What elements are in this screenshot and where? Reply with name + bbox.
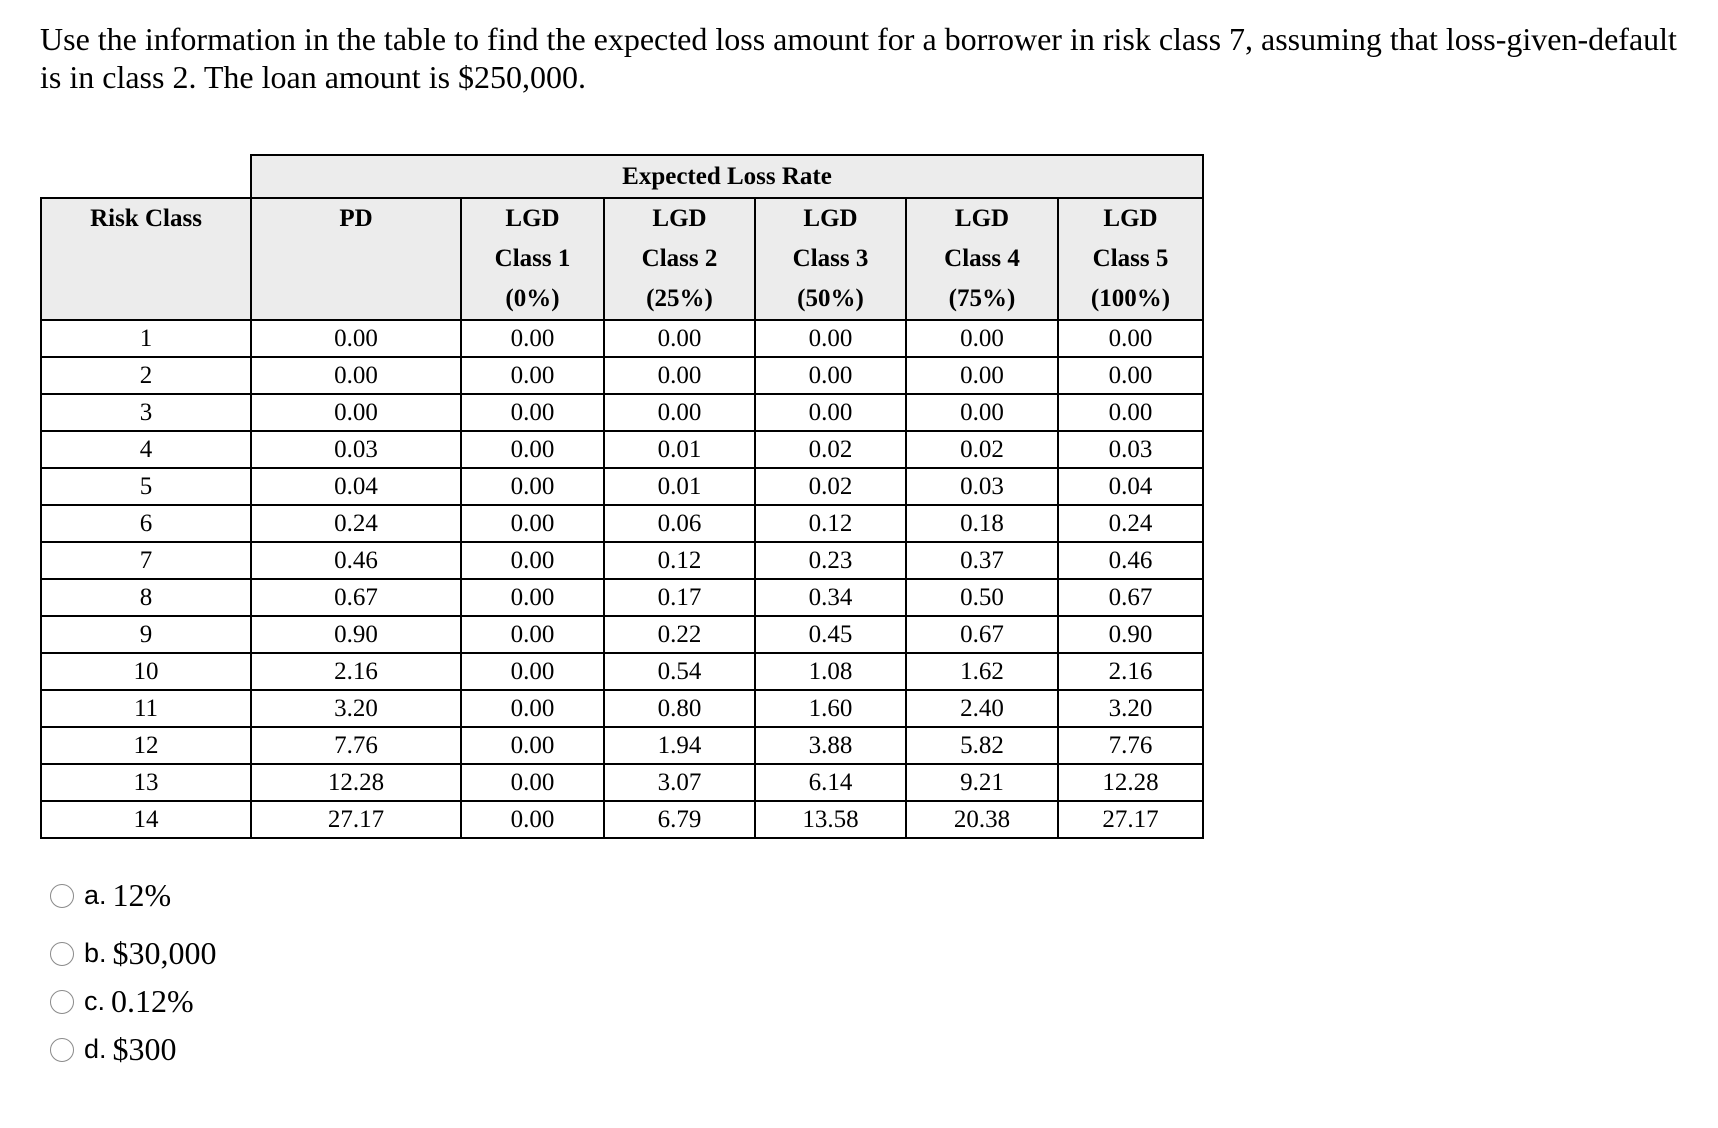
option-text: $30,000 (112, 935, 217, 971)
risk-class-cell: 12 (41, 727, 251, 764)
radio-button[interactable] (50, 1038, 74, 1062)
table-cell: 0.24 (1058, 505, 1203, 542)
table-corner-blank (41, 155, 251, 198)
table-cell: 0.34 (755, 579, 906, 616)
table-cell: 0.00 (1058, 394, 1203, 431)
table-cell: 1.08 (755, 653, 906, 690)
table-row (41, 801, 1203, 838)
column-header-line: Risk Class (90, 205, 202, 232)
table-row (41, 357, 1203, 394)
table-cell: 0.04 (251, 468, 461, 505)
option-letter: c. (84, 986, 106, 1016)
column-header-lgd-class-5 (1058, 198, 1203, 320)
radio-button[interactable] (50, 884, 74, 908)
column-header-lgd-class-1 (461, 198, 604, 320)
table-row (41, 431, 1203, 468)
table-cell: 7.76 (251, 727, 461, 764)
table-row (41, 764, 1203, 801)
table-row (41, 394, 1203, 431)
table-cell: 2.16 (1058, 653, 1203, 690)
table-cell: 0.00 (604, 394, 755, 431)
risk-class-cell: 14 (41, 801, 251, 838)
table-cell: 0.00 (461, 505, 604, 542)
column-header-line: Class 4 (944, 245, 1020, 272)
table-cell: 12.28 (1058, 764, 1203, 801)
table-cell: 0.80 (604, 690, 755, 727)
risk-class-cell: 5 (41, 468, 251, 505)
column-header-line: PD (339, 205, 373, 232)
question-text (40, 20, 1700, 96)
risk-class-cell: 4 (41, 431, 251, 468)
table-row (41, 468, 1203, 505)
table-cell: 0.03 (1058, 431, 1203, 468)
table-cell: 0.00 (906, 394, 1058, 431)
risk-class-cell: 2 (41, 357, 251, 394)
column-header-lgd-class-4 (906, 198, 1058, 320)
risk-class-cell: 8 (41, 579, 251, 616)
risk-class-cell: 6 (41, 505, 251, 542)
column-header-line: (50%) (797, 285, 864, 312)
table-cell: 0.00 (755, 394, 906, 431)
table-cell: 2.40 (906, 690, 1058, 727)
option-text: 12% (112, 877, 172, 913)
table-row (41, 320, 1203, 357)
super-header-expected-loss-rate: Expected Loss Rate (251, 155, 1203, 198)
table-cell: 0.12 (755, 505, 906, 542)
table-row (41, 727, 1203, 764)
table-cell: 0.06 (604, 505, 755, 542)
table-cell: 0.00 (461, 431, 604, 468)
table-cell: 0.00 (461, 764, 604, 801)
table-cell: 3.07 (604, 764, 755, 801)
table-cell: 0.46 (1058, 542, 1203, 579)
table-cell: 0.18 (906, 505, 1058, 542)
table-cell: 0.67 (251, 579, 461, 616)
table-cell: 0.00 (906, 357, 1058, 394)
table-cell: 0.12 (604, 542, 755, 579)
table-cell: 0.00 (461, 690, 604, 727)
table-cell: 0.02 (755, 431, 906, 468)
answer-option-b[interactable] (50, 935, 217, 972)
column-header-line: (100%) (1090, 285, 1171, 312)
table-cell: 0.00 (251, 320, 461, 357)
column-header-line: LGD (803, 205, 858, 232)
table-cell: 0.00 (755, 357, 906, 394)
table-cell: 0.04 (1058, 468, 1203, 505)
option-letter: b. (84, 938, 107, 968)
table-row (41, 542, 1203, 579)
table-cell: 6.79 (604, 801, 755, 838)
table-cell: 1.62 (906, 653, 1058, 690)
option-text: 0.12% (111, 983, 194, 1019)
column-header-lgd-class-3 (755, 198, 906, 320)
table-cell: 0.00 (461, 542, 604, 579)
risk-class-cell: 13 (41, 764, 251, 801)
column-header-line: Class 2 (641, 245, 718, 272)
table-cell: 0.67 (906, 616, 1058, 653)
option-letter: d. (84, 1034, 107, 1064)
table-cell: 3.20 (251, 690, 461, 727)
table-cell: 3.20 (1058, 690, 1203, 727)
table-cell: 0.00 (1058, 357, 1203, 394)
table-cell: 0.90 (1058, 616, 1203, 653)
column-header-line: LGD (505, 205, 560, 232)
table-cell: 0.00 (461, 579, 604, 616)
table-cell: 27.17 (1058, 801, 1203, 838)
table-cell: 0.46 (251, 542, 461, 579)
column-header-line: LGD (1103, 205, 1158, 232)
table-cell: 5.82 (906, 727, 1058, 764)
column-header-pd (251, 198, 461, 320)
table-cell: 0.00 (461, 320, 604, 357)
risk-class-cell: 9 (41, 616, 251, 653)
table-cell: 0.50 (906, 579, 1058, 616)
table-cell: 13.58 (755, 801, 906, 838)
table-cell: 7.76 (1058, 727, 1203, 764)
table-cell: 0.24 (251, 505, 461, 542)
expected-loss-table-container (40, 154, 1204, 839)
expected-loss-table (40, 154, 1204, 839)
table-cell: 3.88 (755, 727, 906, 764)
risk-class-cell: 1 (41, 320, 251, 357)
risk-class-cell: 7 (41, 542, 251, 579)
question-line-2: is in class 2. The loan amount is $250,000. (40, 59, 587, 95)
column-header-line: Class 3 (792, 245, 869, 272)
table-row (41, 579, 1203, 616)
table-cell: 0.03 (906, 468, 1058, 505)
column-header-risk-class (41, 198, 251, 320)
answer-option-a[interactable] (50, 877, 171, 914)
table-cell: 0.00 (461, 394, 604, 431)
column-header-line: (0%) (505, 285, 560, 312)
table-cell: 0.01 (604, 468, 755, 505)
table-cell: 0.00 (604, 320, 755, 357)
table-cell: 0.02 (906, 431, 1058, 468)
table-cell: 0.17 (604, 579, 755, 616)
risk-class-cell: 11 (41, 690, 251, 727)
column-header-line: LGD (652, 205, 707, 232)
table-cell: 0.00 (1058, 320, 1203, 357)
column-header-lgd-class-2 (604, 198, 755, 320)
risk-class-cell: 10 (41, 653, 251, 690)
radio-button[interactable] (50, 990, 74, 1014)
table-cell: 0.45 (755, 616, 906, 653)
table-cell: 1.94 (604, 727, 755, 764)
question-line-1: Use the information in the table to find the expected loss amount for a borrower in risk class 7, assuming that loss-given-default (40, 21, 1677, 57)
table-cell: 0.00 (461, 616, 604, 653)
table-cell: 0.00 (461, 653, 604, 690)
table-cell: 0.00 (251, 357, 461, 394)
column-header-line: (75%) (948, 285, 1016, 312)
table-cell: 9.21 (906, 764, 1058, 801)
table-cell: 0.00 (251, 394, 461, 431)
column-header-line: LGD (954, 205, 1010, 232)
table-body (41, 320, 1203, 838)
answer-option-d[interactable] (50, 1031, 177, 1068)
column-header-line: Class 5 (1092, 245, 1169, 272)
table-cell: 1.60 (755, 690, 906, 727)
table-cell: 0.67 (1058, 579, 1203, 616)
table-cell: 6.14 (755, 764, 906, 801)
table-cell: 0.00 (461, 801, 604, 838)
table-cell: 0.22 (604, 616, 755, 653)
risk-class-cell: 3 (41, 394, 251, 431)
table-row (41, 505, 1203, 542)
table-cell: 0.02 (755, 468, 906, 505)
radio-button[interactable] (50, 942, 74, 966)
table-cell: 12.28 (251, 764, 461, 801)
table-cell: 0.00 (461, 468, 604, 505)
option-text: $300 (112, 1031, 177, 1067)
table-cell: 27.17 (251, 801, 461, 838)
table-cell: 0.00 (461, 357, 604, 394)
table-cell: 0.00 (604, 357, 755, 394)
table-cell: 0.01 (604, 431, 755, 468)
answer-option-c[interactable] (50, 983, 194, 1020)
option-letter: a. (84, 880, 107, 910)
table-cell: 0.03 (251, 431, 461, 468)
table-cell: 0.54 (604, 653, 755, 690)
table-cell: 0.00 (755, 320, 906, 357)
table-cell: 0.00 (906, 320, 1058, 357)
table-header-row (41, 198, 1203, 320)
table-cell: 0.90 (251, 616, 461, 653)
column-header-line: Class 1 (494, 245, 571, 272)
table-row (41, 690, 1203, 727)
table-cell: 0.37 (906, 542, 1058, 579)
table-cell: 20.38 (906, 801, 1058, 838)
table-cell: 0.00 (461, 727, 604, 764)
table-cell: 2.16 (251, 653, 461, 690)
table-cell: 0.23 (755, 542, 906, 579)
table-row (41, 653, 1203, 690)
table-row (41, 616, 1203, 653)
column-header-line: (25%) (646, 285, 713, 312)
